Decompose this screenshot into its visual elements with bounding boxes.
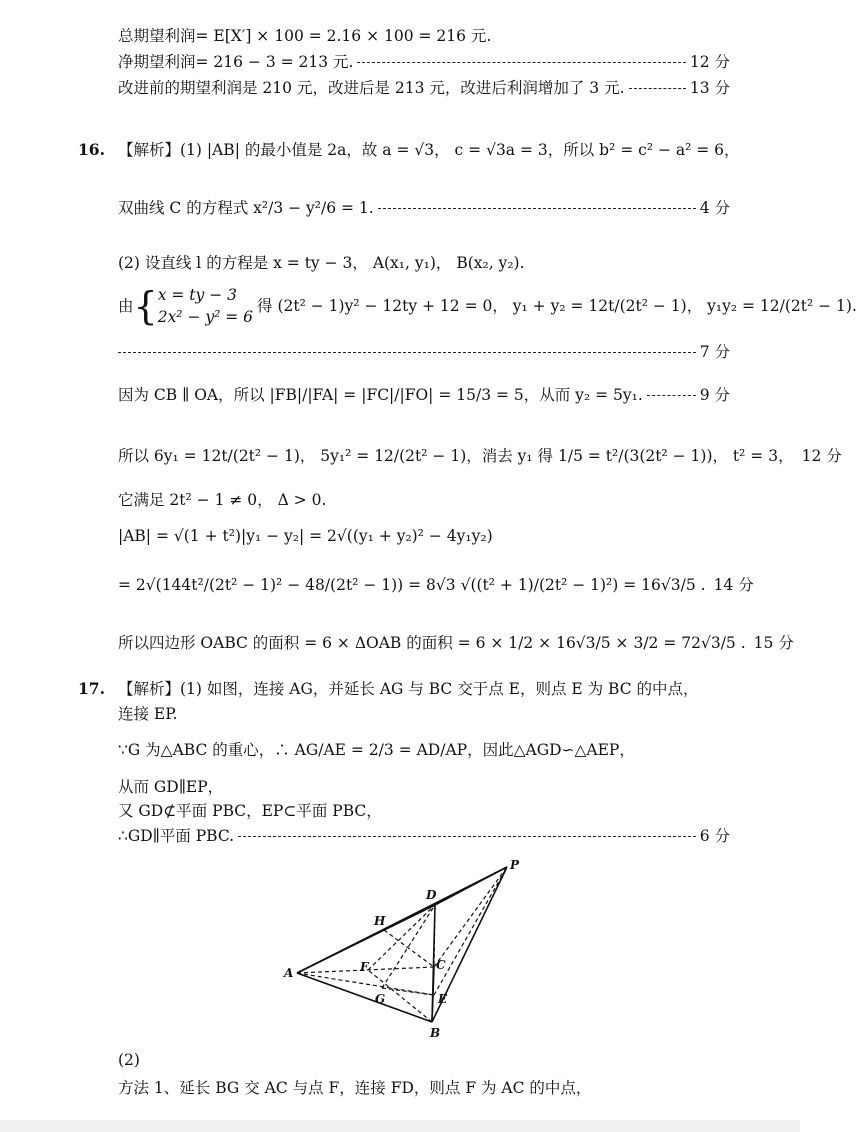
- q16-part2-setup: (2) 设直线 l 的方程是 x = ty − 3， A(x₁, y₁)， B(x₂, y₂).: [118, 254, 525, 272]
- edge-CP: [434, 867, 507, 967]
- q16-satisfies: 它满足 2t² − 1 ≠ 0， Δ > 0.: [118, 491, 327, 509]
- score-mark: 15 分: [753, 634, 794, 652]
- question-number-16: 16.: [78, 140, 105, 159]
- q17-centroid: ∵G 为△ABC 的重心，∴ AG/AE = 2/3 = AD/AP，因此△AGD∽△AEP，: [118, 741, 635, 759]
- ab-length-text: = 2√(144t²/(2t² − 1)² − 48/(2t² − 1)) = 8√3 √((t² + 1)/(2t² − 1)²) = 16√3/5 .: [118, 576, 706, 594]
- edge-AB: [297, 973, 432, 1022]
- label-H: H: [374, 914, 386, 928]
- score-mark: 14 分: [713, 576, 754, 594]
- score-mark: 12 分: [689, 53, 730, 71]
- text-line-net-profit: [118, 52, 730, 72]
- q16-system: [118, 282, 857, 330]
- score-mark: 12 分: [801, 447, 842, 465]
- label-G: G: [375, 992, 386, 1006]
- eliminate-text: 所以 6y₁ = 12t/(2t² − 1)， 5y₁² = 12/(2t² − 1)，消去 y₁ 得 1/5 = t²/(3(2t² − 1))， t² = 3，: [118, 447, 794, 465]
- you-text: 由: [118, 297, 134, 315]
- q17-also: 又 GD⊄平面 PBC，EP⊂平面 PBC，: [118, 802, 382, 820]
- text-line-compare: [118, 78, 730, 98]
- score-mark: 13 分: [689, 79, 730, 97]
- q16-parallel: [118, 385, 730, 405]
- label-A: A: [284, 966, 294, 980]
- question-number-17: 17.: [78, 679, 105, 698]
- system-result: 得 (2t² − 1)y² − 12ty + 12 = 0， y₁ + y₂ = 12t/(2t² − 1)， y₁y₂ = 12/(2t² − 1).: [257, 297, 857, 315]
- parallel-text: 因为 CB ∥ OA，所以 |FB|/|FA| = |FC|/|FO| = 15/3 = 5，从而 y₂ = 5y₁.: [118, 386, 643, 404]
- label-E: E: [438, 992, 448, 1006]
- text-line-total-profit: 总期望利润= E[X′] × 100 = 2.16 × 100 = 216 元.: [118, 27, 492, 45]
- score-mark: 7 分: [699, 343, 730, 361]
- q17-method1: 方法 1、延长 BG 交 AC 与点 F，连接 FD，则点 F 为 AC 的中点，: [118, 1079, 592, 1097]
- q16-area: [118, 633, 794, 653]
- q16-part1-head: 【解析】(1) |AB| 的最小值是 2a，故 a = √3， c = √3a = 3，所以 b² = c² − a² = 6，: [118, 141, 740, 159]
- q16-hyperbola-eq: [118, 198, 730, 218]
- score-mark: 9 分: [699, 386, 730, 404]
- score-mark: 4 分: [699, 199, 730, 217]
- system-eq-1: x = ty − 3: [157, 286, 237, 304]
- net-profit-text: 净期望利润= 216 − 3 = 213 元.: [118, 53, 354, 71]
- page-bottom-band: [0, 1120, 800, 1132]
- edge-HC: [384, 930, 434, 967]
- q17-connect-ep: 连接 EP.: [118, 705, 178, 723]
- q17-conclusion: [118, 826, 730, 846]
- q17-part1-head: 【解析】(1) 如图，连接 AG，并延长 AG 与 BC 交于点 E，则点 E 为 BC 的中点，: [118, 680, 699, 698]
- system-eq-2: 2x² − y² = 6: [157, 308, 254, 326]
- label-F: F: [360, 960, 369, 974]
- edge-DP: [435, 867, 507, 905]
- left-brace-icon: {: [133, 284, 158, 328]
- label-P: P: [510, 858, 520, 872]
- dash-line-7: [118, 342, 730, 362]
- q16-ab-length-1: |AB| = √(1 + t²)|y₁ − y₂| = 2√((y₁ + y₂)² − 4y₁y₂): [118, 527, 493, 545]
- q17-from: 从而 GD∥EP，: [118, 778, 224, 796]
- label-B: B: [430, 1026, 441, 1040]
- edge-GE: [382, 988, 434, 995]
- q16-ab-length-2: [118, 575, 754, 595]
- equation-system: [158, 284, 253, 328]
- label-C: C: [436, 958, 446, 972]
- q17-part2: (2): [118, 1051, 140, 1069]
- geometry-figure: [270, 855, 540, 1045]
- compare-text: 改进前的期望利润是 210 元，改进后是 213 元，改进后利润增加了 3 元.: [118, 79, 625, 97]
- area-text: 所以四边形 OABC 的面积 = 6 × ΔOAB 的面积 = 6 × 1/2 × 16√3/5 × 3/2 = 72√3/5 .: [118, 634, 746, 652]
- q16-eliminate: [118, 446, 842, 466]
- label-D: D: [426, 888, 437, 902]
- conclusion-text: ∴GD∥平面 PBC.: [118, 827, 235, 845]
- score-mark: 6 分: [699, 827, 730, 845]
- hyperbola-eq-text: 双曲线 C 的方程式 x²/3 − y²/6 = 1.: [118, 199, 374, 217]
